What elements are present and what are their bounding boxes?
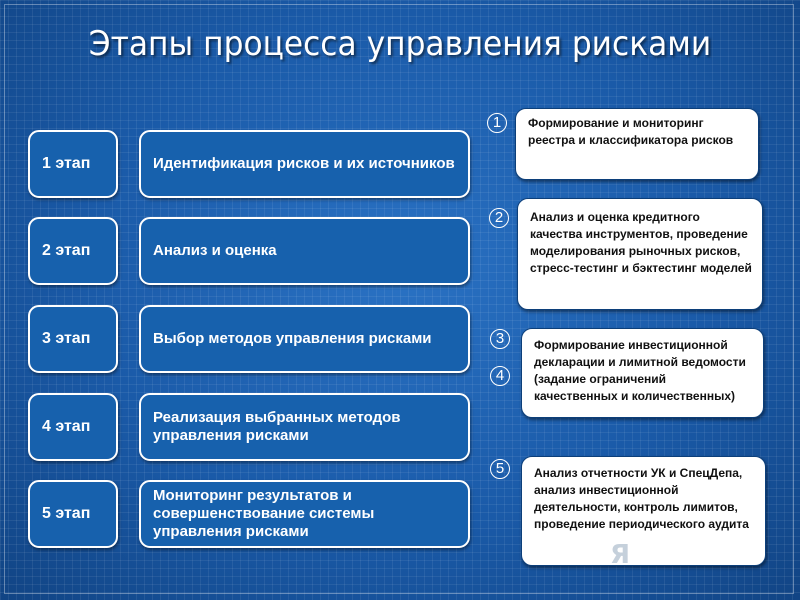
stage-description-1: Идентификация рисков и их источников	[139, 130, 470, 198]
stage-label-4: 4 этап	[28, 393, 118, 461]
stage-description-2: Анализ и оценка	[139, 217, 470, 285]
stage-label-3: 3 этап	[28, 305, 118, 373]
note-2: Анализ и оценка кредитного качества инструментов, проведение моделирования рыночных рисков, стресс-тестинг и бэктестинг моделей	[517, 198, 763, 310]
stage-description-3: Выбор методов управления рисками	[139, 305, 470, 373]
stage-label-2: 2 этап	[28, 217, 118, 285]
stage-description-4: Реализация выбранных методов управления рисками	[139, 393, 470, 461]
watermark-text: Я	[610, 540, 632, 570]
note-1: Формирование и мониторинг реестра и классификатора рисков	[515, 108, 759, 180]
number-circle-4: 4	[490, 366, 510, 386]
number-circle-5: 5	[490, 459, 510, 479]
note-3: Формирование инвестиционной декларации и лимитной ведомости (задание ограничений качественных и количественных)	[521, 328, 764, 418]
note-4: Анализ отчетности УК и СпецДепа, анализ инвестиционной деятельности, контроль лимитов, проведение периодического аудита	[521, 456, 766, 566]
slide-title: Этапы процесса управления рисками	[88, 24, 712, 64]
stage-label-1: 1 этап	[28, 130, 118, 198]
stage-description-5: Мониторинг результатов и совершенствование системы управления рисками	[139, 480, 470, 548]
number-circle-3: 3	[490, 329, 510, 349]
number-circle-2: 2	[489, 208, 509, 228]
stage-label-5: 5 этап	[28, 480, 118, 548]
number-circle-1: 1	[487, 113, 507, 133]
